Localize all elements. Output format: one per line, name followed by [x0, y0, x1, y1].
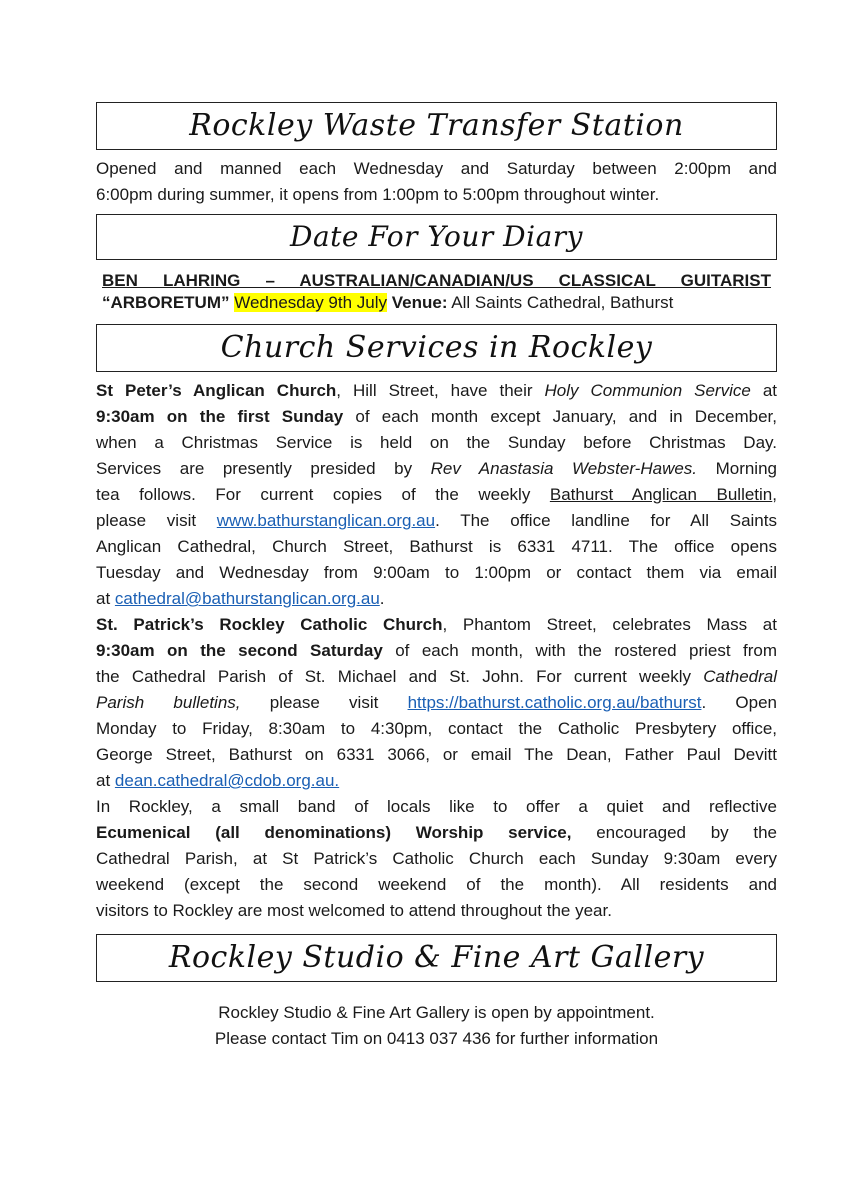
- text: the Cathedral Parish of St. Michael and St. John. For current weekly: [96, 667, 704, 686]
- text: , Hill Street, have their: [336, 381, 545, 400]
- text: at: [96, 589, 115, 608]
- diary-event-name: “ARBORETUM”: [102, 293, 230, 312]
- text: Morning: [697, 459, 777, 478]
- ecumenical-service: Ecumenical (all denominations) Worship service,: [96, 823, 572, 842]
- text: tea follows. For current copies of the weekly: [96, 485, 550, 504]
- text: .: [379, 589, 385, 608]
- text: please visit: [240, 693, 408, 712]
- diary-event-title: BEN LAHRING – AUSTRALIAN/CANADIAN/US CLASSICAL GUITARIST: [102, 271, 771, 290]
- text: of each month except January, and in December,: [343, 407, 777, 426]
- newsletter-page: [96, 102, 777, 1052]
- waste-station-heading: Rockley Waste Transfer Station: [96, 102, 777, 150]
- diary-venue: All Saints Cathedral, Bathurst: [451, 293, 674, 312]
- anglican-email-link[interactable]: cathedral@bathurstanglican.org.au: [114, 589, 380, 608]
- text: Monday to Friday, 8:30am to 4:30pm, contact the Catholic Presbytery office,: [96, 719, 777, 738]
- ecumenical-paragraph: [96, 794, 777, 924]
- text: , Phantom Street, celebrates Mass at: [442, 615, 777, 634]
- text: In Rockley, a small band of locals like to offer a quiet and reflective: [96, 797, 777, 816]
- text: Services are presently presided by: [96, 459, 431, 478]
- gallery-line-2: Please contact Tim on 0413 037 436 for further information: [214, 1029, 659, 1048]
- diary-heading: Date For Your Diary: [96, 214, 777, 260]
- anglican-time: 9:30am on the first Sunday: [96, 407, 344, 426]
- text: Parish bulletins,: [96, 693, 241, 712]
- text: Anglican Cathedral, Church Street, Bathurst is 6331 4711. The office opens: [96, 537, 777, 556]
- diary-venue-label: Venue:: [391, 293, 448, 312]
- diary-event: [96, 270, 777, 314]
- text: Cathedral Parish, at St Patrick’s Catholic Church each Sunday 9:30am every: [96, 849, 777, 868]
- text: visitors to Rockley are most welcomed to attend throughout the year.: [96, 901, 612, 920]
- church-heading: Church Services in Rockley: [96, 324, 777, 372]
- text: encouraged by the: [571, 823, 778, 842]
- text: ,: [772, 485, 777, 504]
- text: . Open: [701, 693, 777, 712]
- waste-line-2: 6:00pm during summer, it opens from 1:00pm to 5:00pm throughout winter.: [96, 185, 660, 204]
- gallery-heading: Rockley Studio & Fine Art Gallery: [96, 934, 777, 982]
- text: weekend (except the second weekend of the month). All residents and: [96, 875, 777, 894]
- text: please visit: [96, 511, 217, 530]
- catholic-email-link[interactable]: dean.cathedral@cdob.org.au.: [114, 771, 340, 790]
- diary-event-date: Wednesday 9th July: [234, 293, 388, 312]
- text: Tuesday and Wednesday from 9:00am to 1:00pm or contact them via email: [96, 563, 777, 582]
- anglican-paragraph: [96, 378, 777, 612]
- text: Cathedral: [703, 667, 777, 686]
- gallery-line-1: Rockley Studio & Fine Art Gallery is open by appointment.: [218, 1003, 655, 1022]
- catholic-website-link[interactable]: https://bathurst.catholic.org.au/bathurst: [407, 693, 702, 712]
- text: of each month, with the rostered priest from: [382, 641, 777, 660]
- text: when a Christmas Service is held on the Sunday before Christmas Day.: [96, 433, 777, 452]
- waste-line-1: Opened and manned each Wednesday and Saturday between 2:00pm and: [96, 159, 777, 178]
- text: at: [96, 771, 115, 790]
- text: . The office landline for All Saints: [435, 511, 777, 530]
- catholic-paragraph: [96, 612, 777, 794]
- anglican-service: Holy Communion Service: [544, 381, 751, 400]
- text: George Street, Bathurst on 6331 3066, or email The Dean, Father Paul Devitt: [96, 745, 777, 764]
- catholic-time: 9:30am on the second Saturday: [96, 641, 383, 660]
- waste-station-text: [96, 156, 777, 208]
- anglican-bulletin: Bathurst Anglican Bulletin: [549, 485, 773, 504]
- anglican-website-link[interactable]: www.bathurstanglican.org.au: [216, 511, 436, 530]
- anglican-rev: Rev Anastasia Webster-Hawes.: [430, 459, 698, 478]
- text: at: [750, 381, 777, 400]
- anglican-name: St Peter’s Anglican Church: [96, 381, 337, 400]
- catholic-name: St. Patrick’s Rockley Catholic Church: [96, 615, 443, 634]
